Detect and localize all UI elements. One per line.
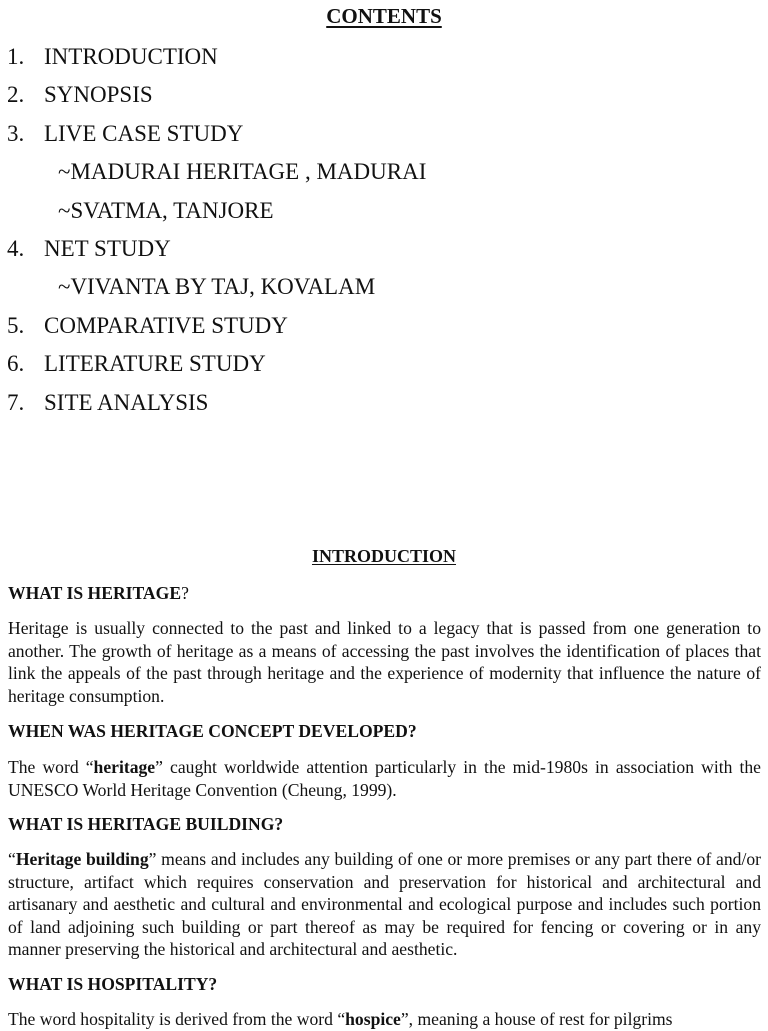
toc-item-label: LIVE CASE STUDY: [44, 120, 244, 146]
para-text: ”, meaning a house of rest for pilgrims: [400, 1009, 673, 1029]
toc-item-number: 6.: [7, 351, 25, 377]
toc-item-number: 5.: [7, 312, 25, 338]
section-heading-heritage-concept: WHEN WAS HERITAGE CONCEPT DEVELOPED?: [8, 721, 417, 741]
toc-item: [7, 38, 747, 76]
heading-suffix: ?: [181, 583, 189, 603]
para-text: ” means and includes any building of one or more premises or any part there of and/or structure, artifact which requires conservation and preservation for historical and architectural and artisanary and aesthetic and cultural and environmental and ecological purpose and includes such portion of land adjoining such building or part thereof as may be required for fencing or covering or in any manner preserving the historical and architectural and aesthetic.: [8, 849, 762, 960]
heading-text: WHAT IS HERITAGE: [8, 583, 182, 603]
toc-item-label: LITERATURE STUDY: [44, 351, 266, 377]
toc-item: [7, 345, 747, 383]
section-heading-heritage-building: WHAT IS HERITAGE BUILDING?: [8, 814, 284, 834]
toc-item: [7, 384, 747, 422]
section-heading-what-is-heritage: [8, 582, 761, 605]
section-heading-hospitality: WHAT IS HOSPITALITY?: [8, 974, 218, 994]
table-of-contents: [7, 38, 747, 422]
toc-item-label: SITE ANALYSIS: [44, 389, 209, 415]
toc-subitem: ~SVATMA, TANJORE: [58, 197, 274, 223]
toc-item-number: 2.: [7, 82, 25, 108]
para-bold-term: heritage: [93, 757, 156, 777]
para-text: ” caught worldwide attention particularly in the mid-1980s in association with the UNESCO World Heritage Convention (Cheung, 1999).: [8, 757, 761, 800]
paragraph-hospitality: [8, 1008, 761, 1031]
toc-item: [7, 115, 747, 153]
paragraph-heritage-concept: [8, 756, 761, 801]
para-bold-term: Heritage building: [15, 849, 149, 869]
para-text: “: [8, 849, 16, 869]
toc-item: [7, 76, 747, 114]
toc-item-number: 1.: [7, 44, 25, 69]
toc-subitem: ~MADURAI HERITAGE , MADURAI: [58, 159, 427, 185]
introduction-title: INTRODUCTION: [311, 546, 457, 566]
paragraph-heritage-building: [8, 848, 761, 961]
toc-item-number: 3.: [7, 120, 25, 146]
contents-title: CONTENTS: [326, 4, 442, 28]
toc-item: [7, 230, 747, 268]
toc-item-number: 4.: [7, 235, 25, 261]
toc-item-label: SYNOPSIS: [44, 82, 153, 108]
toc-item: [7, 307, 747, 345]
toc-item-label: INTRODUCTION: [44, 44, 218, 69]
paragraph-heritage: Heritage is usually connected to the past and linked to a legacy that is passed from one generation to another. The growth of heritage as a means of accessing the past involves the identification of places that link the appeals of the past through heritage and the experience of modernity that influence the nature of heritage consumption.: [8, 618, 761, 706]
toc-subitem: ~VIVANTA BY TAJ, KOVALAM: [58, 274, 376, 300]
para-text: The word “: [8, 757, 94, 777]
para-text: The word hospitality is derived from the word “: [8, 1009, 346, 1029]
para-bold-term: hospice: [345, 1009, 401, 1029]
toc-item-label: COMPARATIVE STUDY: [44, 312, 288, 338]
toc-item-number: 7.: [7, 389, 25, 415]
toc-item-label: NET STUDY: [44, 235, 171, 261]
